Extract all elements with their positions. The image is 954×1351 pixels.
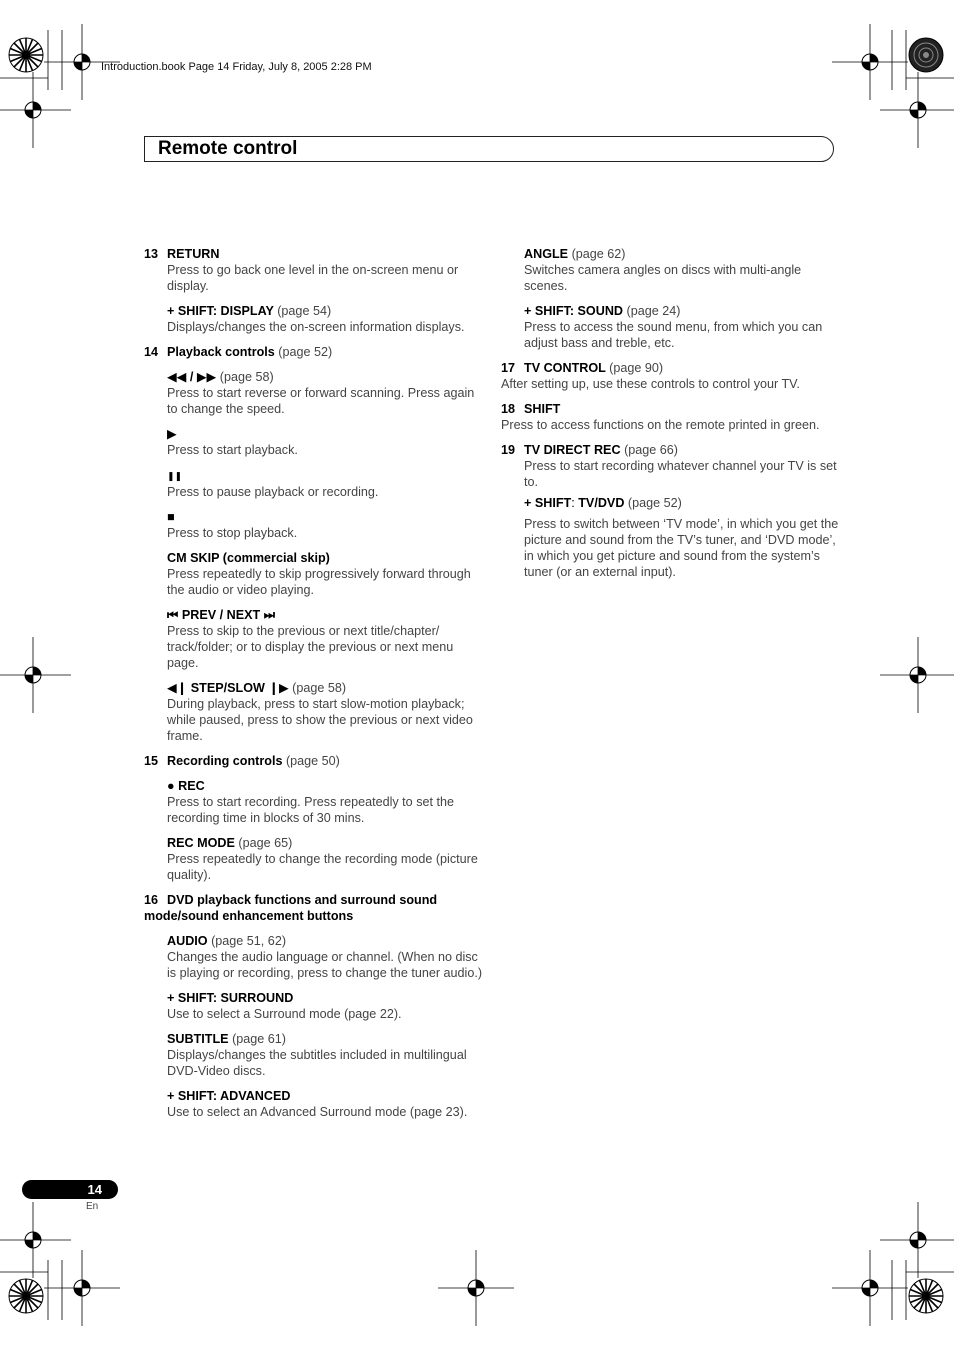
item-description: Press to start recording whatever channel your TV is set to.	[524, 459, 837, 489]
sub-description: Press to switch between ‘TV mode’, in which you get the picture and sound from the TV’s tuner, and ‘DVD mode’, in which you get picture and sound from the system’s tuner (or an external input).	[524, 517, 839, 579]
item-number: 13	[144, 247, 159, 261]
item-15	[144, 753, 484, 883]
page-ref: (page 52)	[278, 345, 333, 359]
item-number: 19	[501, 443, 516, 457]
sub-item-rec	[167, 778, 484, 826]
play-icon: ▶	[167, 427, 177, 441]
sub-label: + SHIFT: ADVANCED	[167, 1089, 291, 1103]
page-ref: (page 24)	[626, 304, 681, 318]
sub-item-shift-advanced	[167, 1088, 484, 1120]
sub-item-scan	[167, 369, 484, 417]
sub-item-angle	[524, 246, 841, 294]
sub-description: Press to access the sound menu, from which you can adjust bass and treble, etc.	[524, 320, 823, 350]
sub-description: Displays/changes the subtitles included in multilingual DVD-Video discs.	[167, 1048, 467, 1078]
item-14	[144, 344, 484, 744]
page-ref: (page 90)	[609, 361, 664, 375]
language-code: En	[86, 1201, 99, 1212]
pause-icon: ❚❚	[167, 471, 183, 481]
item-label: SHIFT	[524, 402, 561, 416]
sub-label: ◀❙ STEP/SLOW ❙▶	[167, 681, 289, 695]
sub-label: + SHIFT: SURROUND	[167, 991, 294, 1005]
item-description: After setting up, use these controls to control your TV.	[501, 377, 800, 391]
sub-item-shift-display	[167, 303, 484, 335]
page-ref: (page 50)	[285, 754, 340, 768]
sub-item-subtitle	[167, 1031, 484, 1079]
sub-description: Use to select an Advanced Surround mode (page 23).	[167, 1105, 468, 1119]
page-ref: (page 65)	[238, 836, 293, 850]
sub-item-shift-surround	[167, 990, 484, 1022]
sub-item-shift-sound	[524, 303, 841, 351]
page-ref: (page 62)	[571, 247, 626, 261]
item-number: 14	[144, 345, 159, 359]
page-number: 14	[87, 1182, 102, 1197]
sub-description: During playback, press to start slow-motion playback; while paused, press to show the previous or next video frame.	[167, 697, 473, 743]
sub-label: ⏮ PREV / NEXT ⏭	[167, 608, 276, 622]
label-separator: :	[571, 496, 575, 510]
page-ref: (page 54)	[277, 304, 332, 318]
sub-description: Press repeatedly to skip progressively forward through the audio or video playing.	[167, 567, 471, 597]
sub-description: Press to start recording. Press repeatedly to set the recording time in blocks of 30 mins.	[167, 795, 454, 825]
sub-label: AUDIO	[167, 934, 208, 948]
sub-item-shift-tv-dvd	[524, 495, 841, 580]
sub-description: Changes the audio language or channel. (When no disc is playing or recording, press to change the tuner audio.)	[167, 950, 483, 980]
item-18	[501, 401, 841, 433]
item-description: Press to go back one level in the on-screen menu or display.	[167, 263, 459, 293]
right-column	[501, 246, 841, 589]
item-17	[501, 360, 841, 392]
item-16	[144, 892, 484, 1120]
sub-label: + SHIFT: SOUND	[524, 304, 624, 318]
sub-description: Use to select a Surround mode (page 22).	[167, 1007, 402, 1021]
sub-item-play	[167, 426, 484, 458]
sub-description: Press to start reverse or forward scanning. Press again to change the speed.	[167, 386, 475, 416]
sub-item-audio	[167, 933, 484, 981]
item-label: TV DIRECT REC	[524, 443, 621, 457]
sub-item-prev-next	[167, 607, 484, 671]
sub-item-rec-mode	[167, 835, 484, 883]
item-description: Press to access functions on the remote printed in green.	[501, 418, 820, 432]
item-19	[501, 442, 841, 580]
stop-icon: ■	[167, 510, 175, 524]
item-number: 15	[144, 754, 159, 768]
page-ref: (page 66)	[624, 443, 678, 457]
file-info-line: Introduction.book Page 14 Friday, July 8, 2005 2:28 PM	[101, 61, 372, 73]
sub-description: Press to skip to the previous or next title/chapter/ track/folder; or to display the previous or next menu page.	[167, 624, 454, 670]
sub-label-2: TV/DVD	[578, 496, 625, 510]
page-number-badge	[22, 1180, 118, 1199]
page-ref: (page 52)	[627, 496, 682, 510]
section-title-bar	[144, 136, 834, 162]
sub-label: + SHIFT: DISPLAY	[167, 304, 274, 318]
sub-description: Press to pause playback or recording.	[167, 485, 379, 499]
page-ref: (page 61)	[232, 1032, 286, 1046]
sub-item-step-slow	[167, 680, 484, 744]
sub-label: CM SKIP (commercial skip)	[167, 551, 330, 565]
left-column	[144, 246, 484, 1129]
item-label: RETURN	[167, 247, 220, 261]
sub-description: Press to stop playback.	[167, 526, 298, 540]
page-ref: (page 51, 62)	[211, 934, 287, 948]
item-13	[144, 246, 484, 335]
item-label: Playback controls	[167, 345, 275, 359]
page-ref: (page 58)	[292, 681, 347, 695]
sub-label: + SHIFT	[524, 496, 572, 510]
sub-item-pause	[167, 467, 484, 500]
sub-description: Switches camera angles on discs with multi-angle scenes.	[524, 263, 802, 293]
item-label: TV CONTROL	[524, 361, 606, 375]
page-title: Remote control	[158, 138, 298, 159]
sub-label: REC MODE	[167, 836, 235, 850]
sub-label: ANGLE	[524, 247, 569, 261]
page-ref: (page 58)	[219, 370, 274, 384]
item-label: DVD playback functions and surround sound mode/sound enhancement buttons	[144, 893, 438, 923]
sub-label: ● REC	[167, 779, 205, 793]
item-label: Recording controls	[167, 754, 283, 768]
sub-description: Displays/changes the on-screen information displays.	[167, 320, 465, 334]
scan-icon: ◀◀ / ▶▶	[167, 370, 217, 384]
item-number: 16	[144, 893, 159, 907]
sub-item-cm-skip	[167, 550, 484, 598]
item-number: 18	[501, 402, 516, 416]
sub-description: Press repeatedly to change the recording mode (picture quality).	[167, 852, 478, 882]
sub-label: SUBTITLE	[167, 1032, 229, 1046]
sub-item-stop	[167, 509, 484, 541]
item-number: 17	[501, 361, 516, 375]
sub-description: Press to start playback.	[167, 443, 298, 457]
